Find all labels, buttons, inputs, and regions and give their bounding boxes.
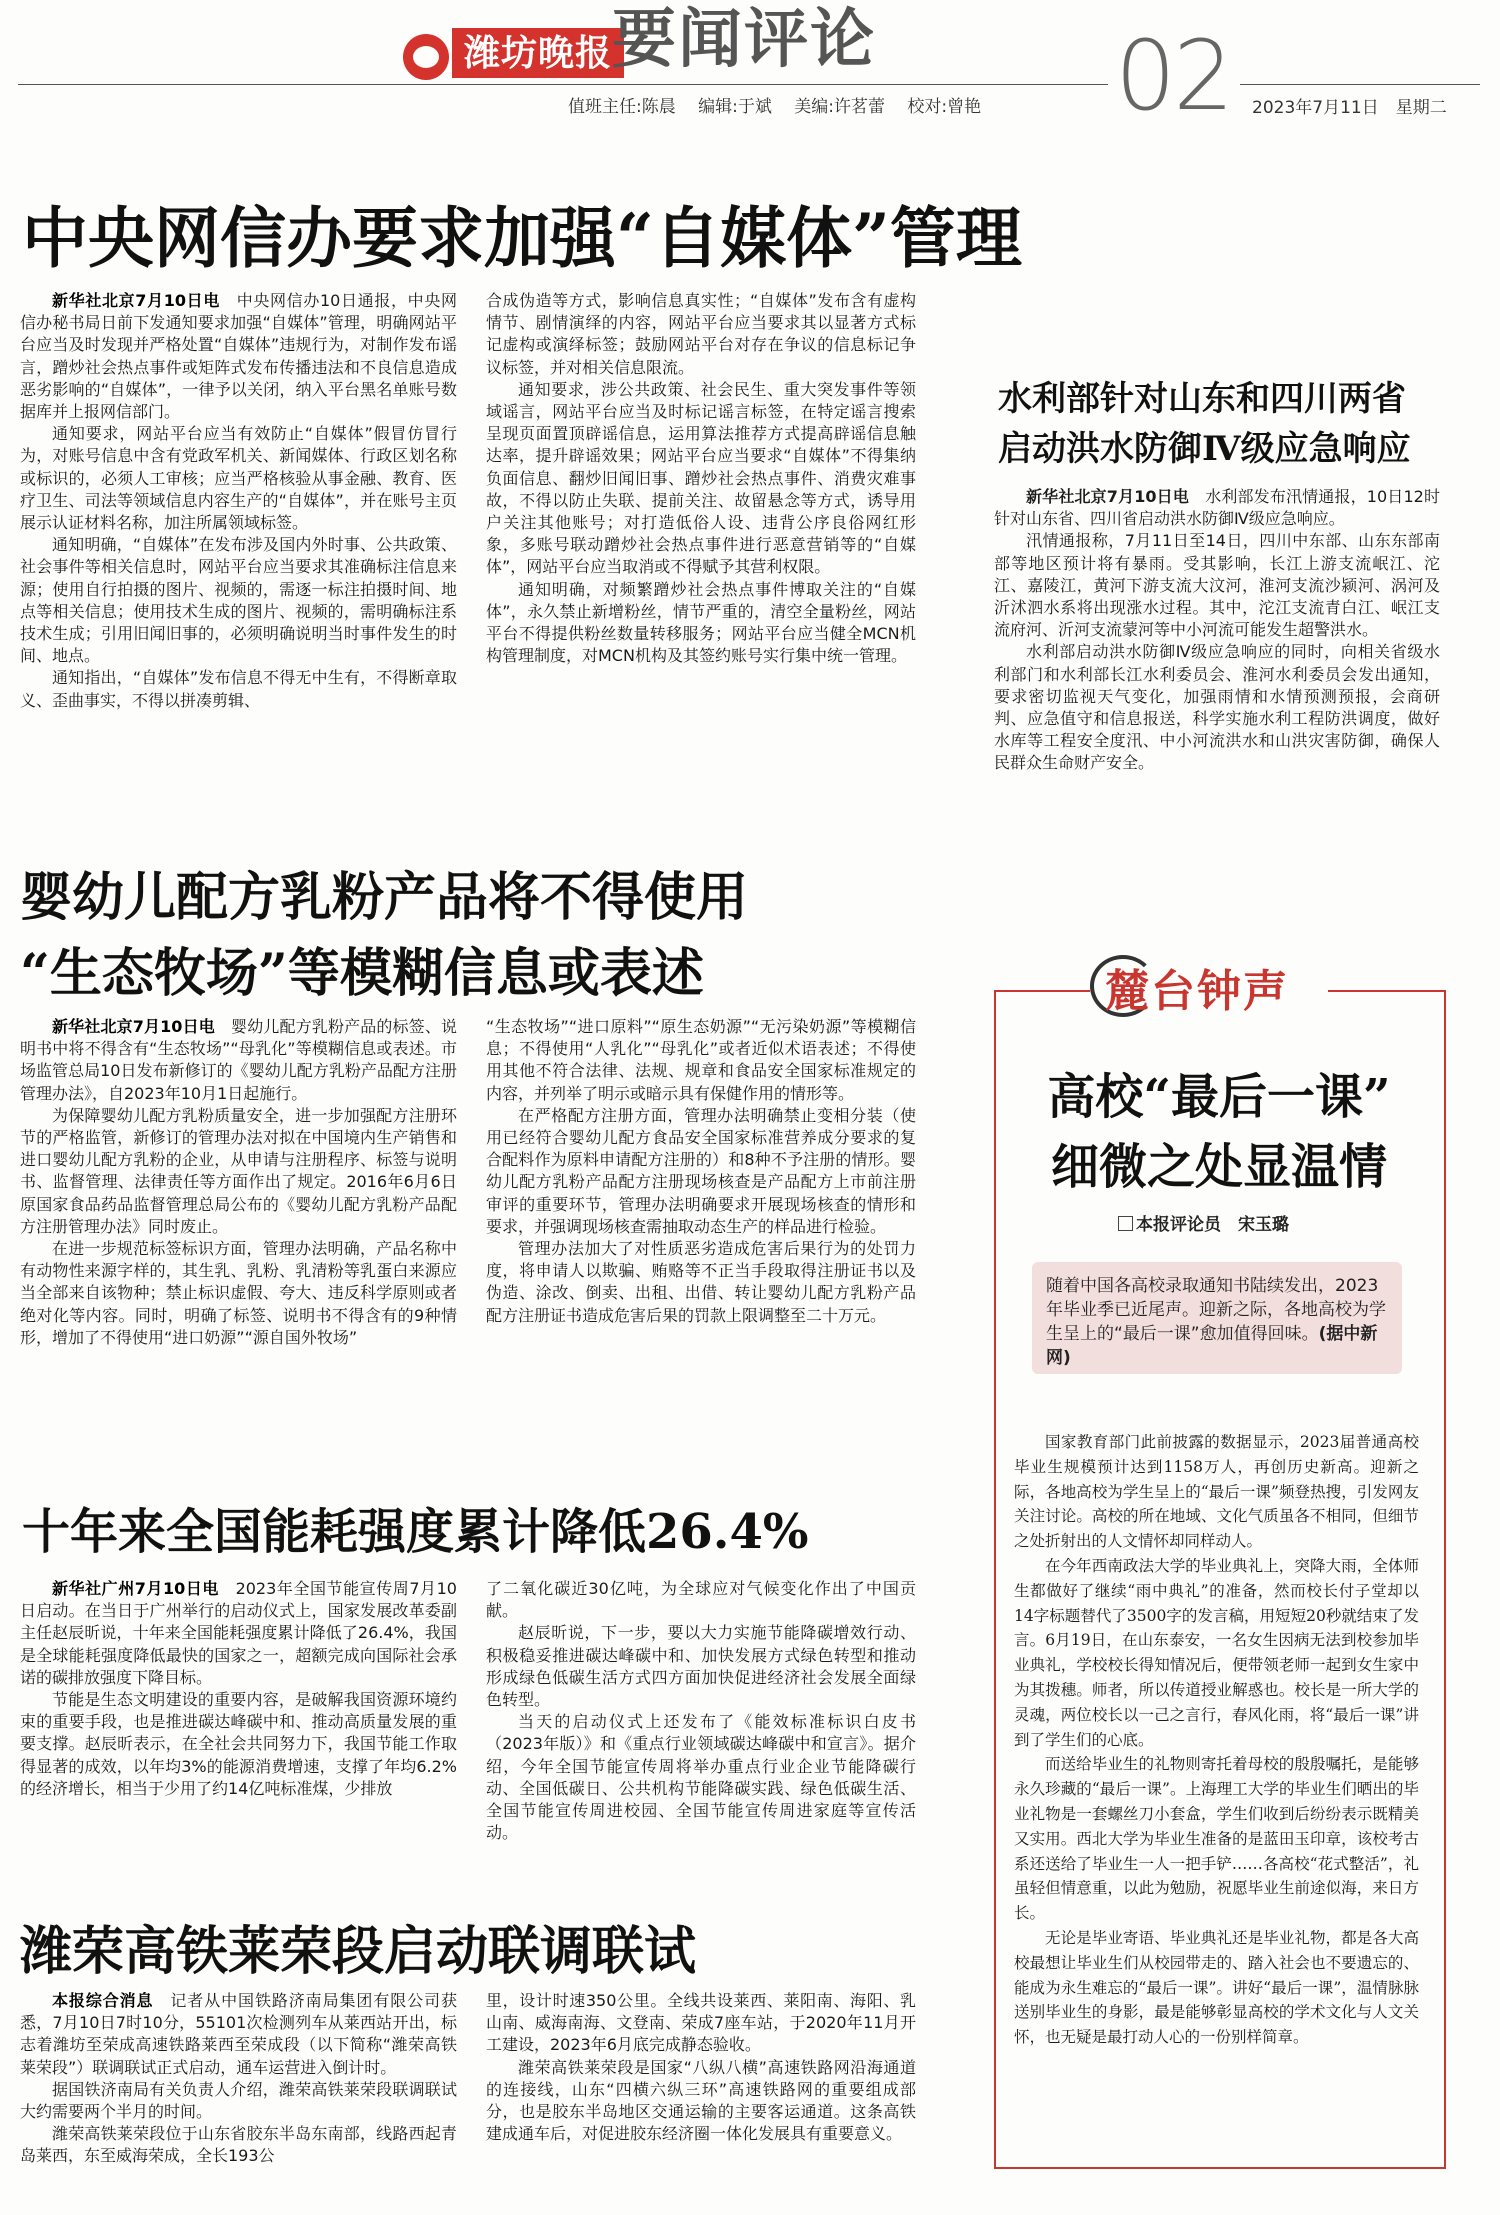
article-headline [998, 374, 1478, 474]
dateline: 新华社广州7月10日电 [52, 1579, 219, 1598]
paragraph: 通知指出，“自媒体”发布信息不得无中生有，不得断章取义、歪曲事实，不得以拼凑剪辑、 [20, 668, 457, 710]
paragraph: 2023年全国节能宣传周7月10日启动。在当日于广州举行的启动仪式上，国家发展改革委副主任赵辰昕说，十年来全国能耗强度累计降低了26.4%，我国是全球能耗强度降低最快的国家之一，超额完成向国际社会承诺的碳排放强度下降目标。 [20, 1579, 457, 1687]
article-column [486, 1578, 916, 1868]
paper-name: 潍坊晚报 [452, 28, 624, 78]
commentary-body [1014, 1430, 1419, 2160]
paragraph: 在今年西南政法大学的毕业典礼上，突降大雨，全体师生都做好了继续“雨中典礼”的准备，然而校长付子堂却以14字标题替代了3500字的发言稿，用短短20秒就结束了发言。6月19日，在山东泰安，一名女生因病无法到校参加毕业典礼，学校校长得知情况后，便带领老师一起到女生家中为其拨穗。师者，所以传道授业解惑也。校长是一所大学的灵魂，两位校长以一己之言行，春风化雨，将“最后一课”讲到了学生们的心底。 [1014, 1556, 1419, 1749]
paragraph: 水利部启动洪水防御Ⅳ级应急响应的同时，向相关省级水利部门和水利部长江水利委员会、淮河水利委员会发出通知，要求密切监视天气变化，加强雨情和水情预测预报，会商研判、应急值守和信息报送，科学实施水利工程防洪调度，做好水库等工程安全度汛、中小河流洪水和山洪灾害防御，确保人民群众生命财产安全。 [994, 642, 1440, 773]
paragraph: 了二氧化碳近30亿吨，为全球应对气候变化作出了中国贡献。 [486, 1579, 916, 1621]
article-column [994, 486, 1440, 906]
dateline: 新华社北京7月10日电 [52, 291, 221, 310]
masthead-rule [18, 84, 1108, 85]
paragraph: 合成伪造等方式，影响信息真实性；“自媒体”发布含有虚构情节、剧情演绎的内容，网站平台应当要求其以显著方式标记虚构或演绎标签；鼓励网站平台对存在争议的信息标记争议标签，并对相关信息限流。 [486, 291, 916, 377]
article-column [20, 1990, 457, 2210]
paragraph: 据国铁济南局有关负责人介绍，潍荣高铁莱荣段联调联试大约需要两个半月的时间。 [20, 2079, 457, 2122]
paragraph: 水利部发布汛情通报，10日12时针对山东省、四川省启动洪水防御Ⅳ级应急响应。 [994, 487, 1440, 529]
article-column [486, 1016, 916, 1466]
paragraph: 记者从中国铁路济南局集团有限公司获悉，7月10日7时10分，55101次检测列车从莱西站开出，标志着潍坊至荣成高速铁路莱西至荣成段（以下简称“潍荣高铁莱荣段”）联调联试正式启动，通车运营进入倒计时。 [20, 1991, 457, 2077]
page-number: 02 [1115, 20, 1232, 132]
commentary-quote: 随着中国各高校录取通知书陆续发出，2023年毕业季已近尾声。迎新之际，各地高校为学生呈上的“最后一课”愈加值得回味。(据中新网) [1032, 1262, 1402, 1374]
paragraph: 在严格配方注册方面，管理办法明确禁止变相分装（使用已经符合婴幼儿配方食品安全国家标准营养成分要求的复合配料作为原料申请配方注册的）和8种不予注册的情形。婴幼儿配方乳粉产品配方注册现场核查是产品配方上市前注册审评的重要环节，管理办法明确要求开展现场核查的情形和要求，并强调现场核查需抽取动态生产的样品进行检验。 [486, 1105, 916, 1236]
date-line: 2023年7月11日 星期二 [1252, 98, 1447, 118]
paper-logo-icon [403, 34, 449, 80]
paragraph: 在进一步规范标签标识方面，管理办法明确，产品名称中有动物性来源字样的，其生乳、乳粉、乳清粉等乳蛋白来源应当全部来自该物种；禁止标识虚假、夸大、违反科学原则或者绝对化等内容。同时，明确了标签、说明书不得含有的9种情形，增加了不得使用“进口奶源”“源自国外牧场” [20, 1239, 457, 1347]
article-headline: 十年来全国能耗强度累计降低26.4% [22, 1504, 809, 1560]
column-name: 麓台钟声 [1105, 966, 1289, 1017]
headline-line: “生态牧场”等模糊信息或表述 [20, 943, 704, 1004]
paragraph: 通知要求，涉公共政策、社会民生、重大突发事件等领域谣言，网站平台应当及时标记谣言标签，在特定谣言搜索呈现页面置顶辟谣信息，运用算法推荐方式提高辟谣信息触达率，提升辟谣效果；网站平台应当要求“自媒体”不得集纳负面信息、翻炒旧闻旧事、蹭炒社会热点事件、消费灾难事故，不得以防止失联、提前关注、故留悬念等方式，诱导用户关注其他账号；对打造低俗人设、违背公序良俗网红形象，多账号联动蹭炒社会热点事件进行恶意营销等的“自媒体”，网站平台应当取消或不得赋予其营利权限。 [486, 379, 916, 577]
headline-line: 启动洪水防御Ⅳ级应急响应 [998, 429, 1411, 469]
paragraph: 通知要求，网站平台应当有效防止“自媒体”假冒仿冒行为，对账号信息中含有党政军机关、新闻媒体、行政区划名称或标识的，必须人工审核；应当严格核验从事金融、教育、医疗卫生、司法等领域信息内容生产的“自媒体”，并在账号主页展示认证材料名称，加注所属领域标签。 [20, 424, 457, 533]
quote-source: (据中新网) [1046, 1324, 1378, 1368]
masthead-rule-right [1240, 84, 1480, 85]
paragraph: 汛情通报称，7月11日至14日，四川中东部、山东东部南部等地区预计将有暴雨。受其影响，长江上游支流岷江、沱江、嘉陵江，黄河下游支流大汶河，淮河支流沙颍河、涡河及沂沭泗水系将出现涨水过程。其中，沱江支流青白江、岷江支流府河、沂河支流蒙河等中小河流可能发生超警洪水。 [994, 531, 1440, 640]
paragraph: 无论是毕业寄语、毕业典礼还是毕业礼物，都是各大高校最想让毕业生们从校园带走的、踏入社会也不要遗忘的、能成为永生难忘的“最后一课”。讲好“最后一课”，温情脉脉送别毕业生的身影，最是能够彰显高校的学术文化与人文关怀，也无疑是最打动人心的一份别样简章。 [1014, 1928, 1419, 2047]
article-column [20, 1016, 457, 1466]
article-column [20, 290, 457, 825]
dateline: 本报综合消息 [52, 1991, 154, 2010]
article-headline [20, 860, 748, 1012]
article-headline: 中央网信办要求加强“自媒体”管理 [22, 199, 1022, 277]
commentary-author: 本报评论员 宋玉璐 [1118, 1210, 1289, 1235]
paragraph: 而送给毕业生的礼物则寄托着母校的殷殷嘱托，是能够永久珍藏的“最后一课”。上海理工大学的毕业生们晒出的毕业礼物是一套螺丝刀小套盒，学生们收到后纷纷表示既精美又实用。西北大学为毕业生准备的是蓝田玉印章，该校考古系还送给了毕业生一人一把手铲……各高校“花式整活”，礼虽轻但情意重，以此为勉励，祝愿毕业生前途似海，来日方长。 [1014, 1755, 1419, 1923]
paragraph: 里，设计时速350公里。全线共设莱西、莱阳南、海阳、乳山南、威海南海、文登南、荣成7座车站，于2020年11月开工建设，2023年6月底完成静态验收。 [486, 1991, 916, 2055]
article-column [20, 1578, 457, 1868]
dateline: 新华社北京7月10日电 [1026, 487, 1190, 506]
article-headline: 潍荣高铁莱荣段启动联调联试 [20, 1921, 697, 1982]
paragraph: 中央网信办10日通报，中央网信办秘书局日前下发通知要求加强“自媒体”管理，明确网站平台应当及时发现并严格处置“自媒体”违规行为，对制作发布谣言，蹭炒社会热点事件或矩阵式发布传播违法和不良信息造成恶劣影响的“自媒体”，一律予以关闭，纳入平台黑名单账号数据库并上报网信部门。 [20, 291, 457, 422]
paragraph: 为保障婴幼儿配方乳粉质量安全，进一步加强配方注册环节的严格监管，新修订的管理办法对拟在中国境内生产销售和进口婴幼儿配方乳粉的企业，从申请与注册程序、标签与说明书、监督管理、法律责任等方面作出了规定。2016年6月6日原国家食品药品监督管理总局公布的《婴幼儿配方乳粉产品配方注册管理办法》同时废止。 [20, 1105, 457, 1236]
article-column [486, 1990, 916, 2210]
section-name: 要闻评论 [612, 2, 876, 77]
paragraph: 管理办法加大了对性质恶劣造成危害后果行为的处罚力度，将申请人以欺骗、贿赂等不正当手段取得注册证书以及伪造、涂改、倒卖、出租、出借、转让婴幼儿配方乳粉产品配方注册证书造成危害后果的罚款上限调整至二十万元。 [486, 1239, 916, 1325]
article-column [486, 290, 916, 825]
headline-line: 水利部针对山东和四川两省 [998, 379, 1406, 419]
commentary-title [1014, 1062, 1424, 1202]
headline-line: 细微之处显温情 [1050, 1139, 1387, 1195]
square-icon [1118, 1216, 1133, 1231]
paragraph: 国家教育部门此前披露的数据显示，2023届普通高校毕业生规模预计达到1158万人，再创历史新高。迎新之际，各地高校为学生呈上的“最后一课”频登热搜，引发网友关注讨论。高校的所在地域、文化气质虽各不相同，但细节之处折射出的人文情怀却同样动人。 [1014, 1433, 1419, 1551]
staff-line: 值班主任:陈晨 编辑:于斌 美编:许茗蕾 校对:曾艳 [568, 97, 982, 117]
paragraph: 通知明确，“自媒体”在发布涉及国内外时事、公共政策、社会事件等相关信息时，网站平台应当要求其准确标注信息来源；使用自行拍摄的图片、视频的，需逐一标注拍摄时间、地点等相关信息；使用技术生成的图片、视频的，需明确标注系技术生成；引用旧闻旧事的，必须明确说明当时事件发生的时间、地点。 [20, 535, 457, 666]
paragraph: 潍荣高铁莱荣段是国家“八纵八横”高速铁路网沿海通道的连接线，山东“四横六纵三环”高速铁路网的重要组成部分，也是胶东半岛地区交通运输的主要客运通道。这条高铁建成通车后，对促进胶东经济圈一体化发展具有重要意义。 [486, 2057, 916, 2144]
paragraph: 节能是生态文明建设的重要内容，是破解我国资源环境约束的重要手段，也是推进碳达峰碳中和、推动高质量发展的重要支撑。赵辰昕表示，在全社会共同努力下，我国节能工作取得显著的成效，以年均3%的能源消费增速，支撑了年均6.2%的经济增长，相当于少用了约14亿吨标准煤，少排放 [20, 1690, 457, 1798]
headline-line: 高校“最后一课” [1047, 1069, 1391, 1125]
paragraph: 通知明确，对频繁蹭炒社会热点事件博取关注的“自媒体”，永久禁止新增粉丝，情节严重的，清空全量粉丝，网站平台不得提供粉丝数量转移服务；网站平台应当健全MCN机构管理制度，对MCN机构及其签约账号实行集中统一管理。 [486, 579, 916, 666]
paragraph: “生态牧场”“进口原料”“原生态奶源”“无污染奶源”等模糊信息；不得使用“人乳化”“母乳化”或者近似术语表述；不得使用其他不符合法律、法规、规章和食品安全国家标准规定的内容，并列举了明示或暗示具有保健作用的情形等。 [486, 1017, 916, 1103]
paragraph: 婴幼儿配方乳粉产品的标签、说明书中将不得含有“生态牧场”“母乳化”等模糊信息或表述。市场监管总局10日发布新修订的《婴幼儿配方乳粉产品配方注册管理办法》，自2023年10月1日起施行。 [20, 1017, 457, 1103]
dateline: 新华社北京7月10日电 [52, 1017, 215, 1036]
paragraph: 潍荣高铁莱荣段位于山东省胶东半岛东南部，线路西起青岛莱西，东至威海荣成，全长193公 [20, 2124, 457, 2166]
paragraph: 赵辰昕说，下一步，要以大力实施节能降碳增效行动、积极稳妥推进碳达峰碳中和、加快发展方式绿色转型和推动形成绿色低碳生活方式四方面加快促进经济社会发展全面绿色转型。 [486, 1623, 916, 1710]
paragraph: 当天的启动仪式上还发布了《能效标准标识白皮书（2023年版）》和《重点行业领域碳达峰碳中和宣言》。据介绍，今年全国节能宣传周将举办重点行业企业节能降碳行动、全国低碳日、公共机构节能降碳实践、绿色低碳生活、全国节能宣传周进校园、全国节能宣传周进家庭等宣传活动。 [486, 1712, 916, 1843]
headline-line: 婴幼儿配方乳粉产品将不得使用 [20, 867, 749, 928]
